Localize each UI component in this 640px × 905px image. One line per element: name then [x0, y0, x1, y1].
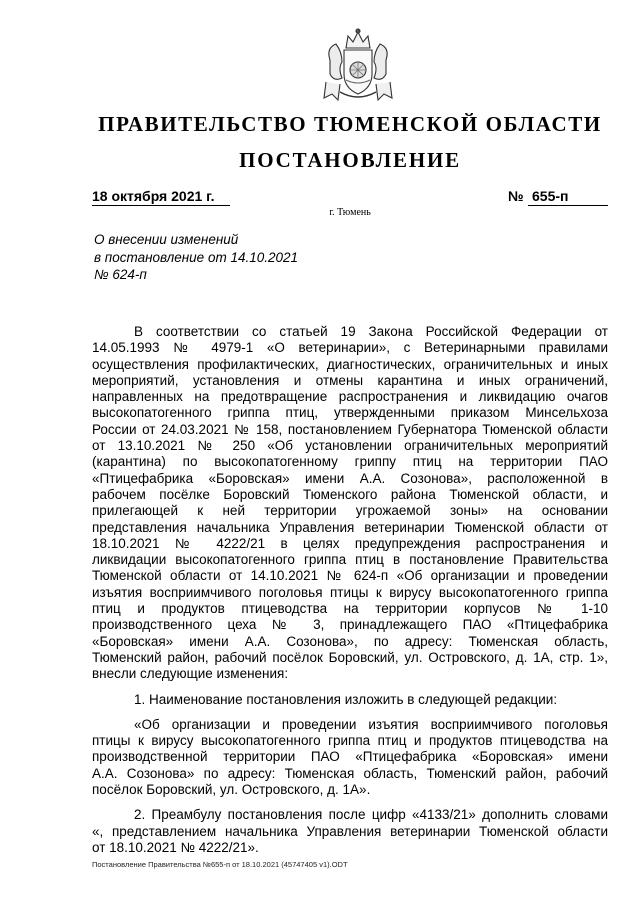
preamble-line: мероприятий, установления и отмены карантина и иных ограничений, — [92, 372, 608, 388]
item-2-line: от 18.10.2021 № 4222/21». — [92, 839, 259, 855]
preamble-line: 18.10.2021 № 4222/21 в целях предупреждения распространения и — [92, 535, 608, 551]
preamble-line: птиц и продуктов птицеводства на территории корпусов № 1-10 — [92, 601, 608, 617]
quote-line: птицы к вирусу высокопатогенного гриппа птиц и продуктов птицеводства на — [92, 733, 608, 749]
document-number: 655-п — [528, 188, 608, 206]
quote-line: производственной территории ПАО «Птицефабрика «Боровская» имени — [92, 749, 608, 765]
preamble-line: 14.05.1993 № 4979-1 «О ветеринарии», с Ветеринарными правилами — [92, 340, 608, 356]
preamble-line: Тюменской области от 14.10.2021 № 624-п «Об организации и проведении — [92, 568, 608, 584]
coat-of-arms-icon — [316, 26, 400, 106]
preamble-line: направленных на предотвращение распространения и ликвидацию очагов — [92, 389, 608, 405]
preamble-line: производственного цеха № 3, принадлежащего ПАО «Птицефабрика — [92, 617, 608, 633]
preamble-line: ликвидации высокопатогенного гриппа птиц в постановление Правительства — [92, 552, 608, 568]
item-2-line: «, представлением начальника Управления ветеринарии Тюменской области — [92, 823, 608, 839]
preamble-line: осуществления профилактических, диагностических, ограничительных и иных — [92, 356, 608, 372]
preamble-line: В соответствии со статьей 19 Закона Российской Федерации от — [134, 324, 608, 339]
preamble-line: от 13.10.2021 № 250 «Об установлении ограничительных мероприятий — [92, 438, 608, 454]
city-label: г. Тюмень — [329, 207, 371, 218]
item-2-line: 2. Преамбулу постановления после цифр «4133/21» дополнить словами — [134, 807, 608, 823]
document-subject — [94, 231, 298, 284]
document-body — [92, 324, 608, 856]
preamble-line: представления начальника Управления ветеринарии Тюменской области от — [92, 519, 608, 535]
subject-line: О внесении изменений — [94, 232, 239, 247]
preamble-line: Тюменский район, рабочий посёлок Боровский, ул. Островского, д. 1А, стр. 1», — [92, 649, 608, 665]
number-sign: № — [508, 188, 524, 204]
preamble-line: России от 24.03.2021 № 158, постановлением Губернатора Тюменской области — [92, 421, 608, 437]
preamble-line: «Боровская» имени А.А. Созонова», по адресу: Тюменская область, — [92, 633, 608, 649]
preamble-line: высокопатогенного гриппа птиц, утвержденными приказом Минсельхоза — [92, 405, 608, 421]
preamble-line: прилегающей к ней территории угрожаемой зоны» на основании — [92, 503, 608, 519]
document-footer: Постановление Правительства №655-п от 18.10.2021 (45747405 v1).ODT — [92, 860, 348, 869]
quote-line: посёлок Боровский, ул. Островского, д. 1А». — [92, 782, 371, 798]
document-type: ПОСТАНОВЛЕНИЕ — [239, 148, 461, 172]
government-title: ПРАВИТЕЛЬСТВО ТЮМЕНСКОЙ ОБЛАСТИ — [98, 112, 602, 136]
preamble-line: (карантина) по высокопатогенному гриппу птиц на территории ПАО — [92, 454, 608, 470]
preamble-line: рабочем посёлке Боровский Тюменского района Тюменской области, и — [92, 486, 608, 502]
item-1: 1. Наименование постановления изложить в следующей редакции: — [134, 691, 558, 707]
preamble-line: изъятия восприимчивого поголовья птицы к вирусу высокопатогенного гриппа — [92, 584, 608, 600]
preamble-line: «Птицефабрика «Боровская» имени А.А. Созонова», расположенной в — [92, 470, 608, 486]
preamble-line: внесли следующие изменения: — [92, 666, 289, 682]
document-date: 18 октября 2021 г. — [92, 188, 230, 206]
quote-line: «Об организации и проведении изъятия восприимчивого поголовья — [134, 716, 608, 732]
subject-line: № 624-п — [94, 267, 147, 282]
subject-line: в постановление от 14.10.2021 — [94, 249, 299, 265]
quote-line: А.А. Созонова» по адресу: Тюменская область, Тюменский район, рабочий — [92, 765, 608, 781]
